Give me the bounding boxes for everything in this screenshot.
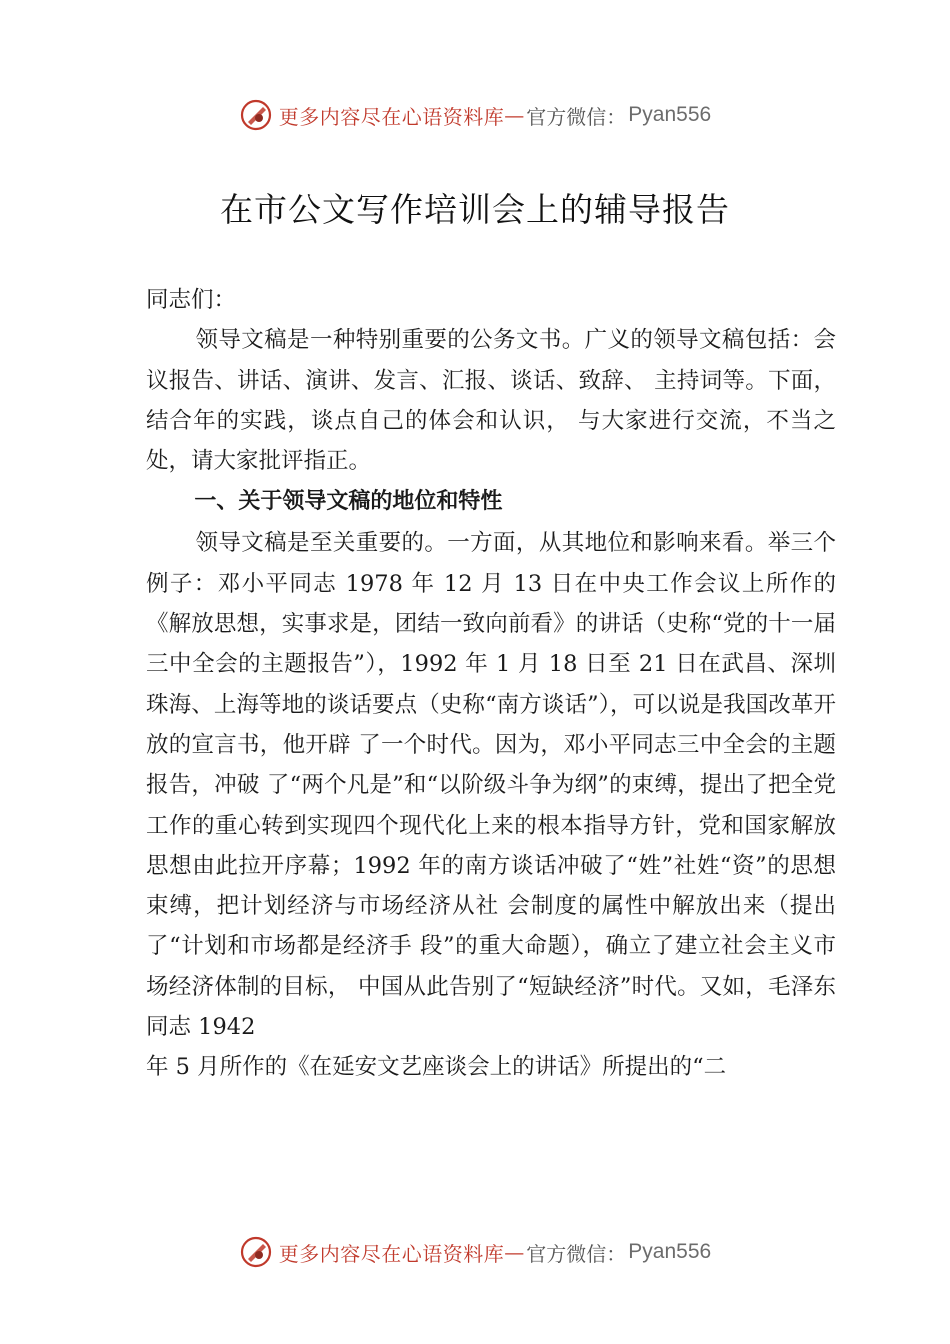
banner-wechat-label: 官方微信： [526, 104, 627, 129]
banner-wechat-label: 官方微信： [526, 1241, 627, 1266]
section-paragraph: 领导文稿是至关重要的。一方面，从其地位和影响来看。举三个例子：邓小平同志 1978 年 12 月 13 日在中央工作会议上所作的《解放思想，实事求是，团结一致向前看》的讲话（史称“党的十一届三中全会的主题报告”），1992 年 1 月 18 日至 21 日在武昌、深圳珠海、上海等地的谈话要点（史称“南方谈话”），可以说是我国改革开放的宣言书，他开辟 了一个时代。因为，邓小平同志三中全会的主题报告，冲破 了“两个凡是”和“以阶级斗争为纲”的束缚，提出了把全党工作的重心转到实现四个现代化上来的根本指导方针，党和国家解放思想由此拉开序幕；1992 年的南方谈话冲破了“姓”社姓“资”的思想束缚，把计划经济与市场经济从社 会制度的属性中解放出来（提出了“计划和市场都是经济手 段”的重大命题），确立了建立社会主义市场经济体制的目标， 中国从此告别了“短缺经济”时代。又如，毛泽东同志 1942 [146, 530, 836, 1041]
brand-logo-icon [239, 98, 273, 132]
footer-banner [0, 1232, 950, 1272]
document-body [146, 280, 836, 1088]
salutation: 同志们： [146, 287, 237, 313]
section-heading: 一、关于领导文稿的地位和特性 [194, 489, 503, 515]
document-title: 在市公文写作培训会上的辅导报告 [220, 190, 730, 229]
banner-separator: — [504, 103, 525, 127]
banner-wechat-id: Pyan556 [628, 1240, 712, 1263]
banner-wechat-id: Pyan556 [628, 103, 712, 126]
header-banner [0, 95, 950, 135]
banner-title: 更多内容尽在心语资料库 [278, 1241, 505, 1266]
brand-logo-icon [239, 1235, 273, 1269]
intro-paragraph: 领导文稿是一种特别重要的公务文书。广义的领导文稿包括：会议报告、讲话、演讲、发言、汇报、谈话、致辞、 主持词等。下面，结合年的实践，谈点自己的体会和认识， 与大家进行交流，不当之处，请大家批评指正。 [146, 327, 836, 475]
banner-title: 更多内容尽在心语资料库 [278, 104, 505, 129]
continuation-line: 年 5 月所作的《在延安文艺座谈会上的讲话》所提出的“二 [146, 1054, 727, 1081]
banner-separator: — [504, 1240, 525, 1264]
